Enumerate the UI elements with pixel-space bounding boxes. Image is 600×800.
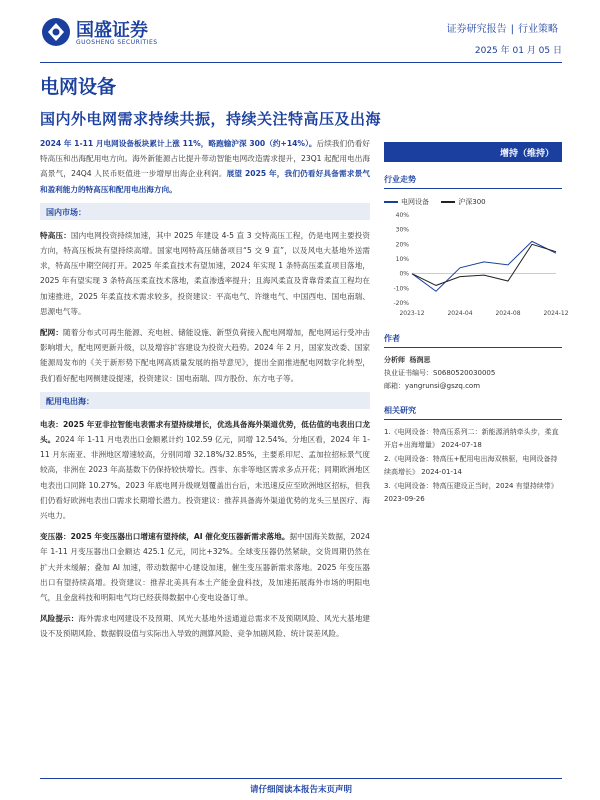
chart-legend (384, 197, 562, 207)
legend-label-b: 沪深300 (458, 198, 486, 206)
intro-paragraph (40, 136, 370, 197)
intro-text: 后续我们仍看好特高压和出海配用电方向。海外新能源占比提升带动智能电网改造需求提升，23Q1 起配用电出海高景气，24Q4 人民币贬值进一步增厚出海企业利润。 (40, 139, 370, 179)
analyst-email[interactable]: 邮箱：yangrunsi@gszq.com (384, 382, 481, 390)
rating-badge: 增持（维持） (384, 142, 562, 162)
y-tick-label: 0% (399, 270, 409, 278)
legend-item-b (441, 197, 485, 207)
report-subcategory: 行业策略 (518, 24, 558, 35)
x-tick-label: 2024-04 (447, 310, 473, 317)
y-tick-label: -10% (393, 285, 409, 293)
analyst-name: 杨润思 (409, 356, 431, 364)
intro-bold: 2024 年 1-11 月电网设备板块累计上涨 11%，略跑输沪深 300（约+14%）。 (40, 139, 317, 148)
related-item[interactable]: 3.《电网设备：特高压建设正当时，2024 有望持续带》 2023-09-26 (384, 482, 558, 503)
paragraph-risk (40, 611, 370, 641)
authors-title: 作者 (384, 333, 562, 348)
footer-disclaimer: 请仔细阅读本报告末页声明 (40, 778, 562, 795)
logo-text: 国盛证券 (76, 20, 148, 41)
uhv-text: 国内电网投资持续加速，其中 2025 年建设 4-5 直 3 交特高压工程，仍是电网主要投资方向，特高压板块有望持续高增。国家电网特高压储备项目“5 交 9 直”，以及风电大基地外送需求，特高压中期空间打开。2025 年柔直技术有望加速，2024 年实现 1 条特高压柔直项目落地，2025 年有望实现 3 条特高压柔直技术落地，柔直渗透率提升；且海风柔直及背靠背柔直工程均在加速推进，2025 年柔直技术需求较多，投资建议：平高电气、许继电气、中国西电、国电南瑞、思源电气等。 (40, 230, 370, 316)
company-logo (40, 14, 240, 50)
related-item[interactable]: 1.《电网设备：特高压系列二：新能源消纳牵头步，柔直开启+出海增量》 2024-07-18 (384, 428, 559, 449)
trend-title: 行业走势 (384, 174, 562, 189)
y-tick-label: 10% (395, 256, 409, 263)
paragraph-uhv (40, 228, 370, 319)
y-tick-label: 20% (395, 241, 409, 249)
legend-swatch-b (441, 201, 455, 203)
report-meta: 证券研究报告 | 行业策略 2025 年 01 月 05 日 (443, 20, 562, 56)
y-tick-label: -20% (393, 300, 409, 307)
tx-label: 变压器： (40, 532, 71, 542)
paragraph-meter (40, 417, 370, 523)
industry-title: 电网设备 (40, 76, 117, 98)
x-tick-label: 2023-12 (399, 310, 425, 317)
dist-text: 随着分布式可再生能源、充电桩、储能设施、新型负荷接入配电网增加，配电网运行受冲击影响增大，配电网更新升级，以及增容扩容建设为投资大趋势。2024 年 2 月，国家发改委、国家能源局发布的《关于新形势下配电网高质量发展的指导意见》，提出全面推进配电网数字化转型，我们看好配电网侧建设提速，投资建议：国电南瑞、四方股份、东方电子等。 (40, 328, 370, 383)
legend-label-a: 电网设备 (401, 198, 429, 206)
meter-text: 2024 年 1-11 月电表出口金额累计约 102.59 亿元，同增 12.54%。分地区看，2024 年 1-11 月东南亚、非洲地区增速较高，分别同增 32.18%/32.85%，主要系印尼、孟加拉招标景气度较高，非洲在 2023 年高基数下仍保持较快增长。西非、东非等地区需求多点开花；同期欧洲地区电表出口同降 10.27%。2023 年底电网升级规划覆盖出台后，未迅速反应至欧洲地区招标，但我们仍看好欧洲电表出口需求长期增长潜力。投资建议：推荐具备海外渠道优势的龙头三星医疗、海兴电力。 (40, 435, 370, 521)
risk-label: 风险提示： (40, 614, 79, 624)
report-category: 证券研究报告 (446, 24, 507, 35)
uhv-label: 特高压： (40, 230, 71, 240)
series-line-1 (412, 244, 556, 285)
meter-label: 电表： (40, 419, 63, 429)
tx-text: 据中国海关数据，2024 年 1-11 月变压器出口金额达 425.1 亿元，同比+32%。全球变压器仍然紧缺，交货周期仍然在扩大并未缓解；叠加 AI 加速，带动数据中心建设加速，催生变压器新需求落地。2025 年变压器出口有望持续高增。投资建议：推荐北美具有本土产能金盘科技，及加速拓展海外市场的明阳电气，且金盘科技和明阳电气均已经获得数据中心变电设备订单。 (40, 532, 371, 603)
intro-bold-2: 展望 2025 年，我们仍看好具备需求景气和盈利能力的特高压和配用电出海方向。 (40, 169, 370, 194)
dist-label: 配网： (40, 328, 64, 338)
report-headline: 国内外电网需求持续共振，持续关注特高压及出海 (40, 110, 382, 128)
paragraph-transformer (40, 529, 370, 605)
tx-bold: 2025 年变压器出口增速有望持续，AI 催化变压器新需求落地。 (70, 532, 290, 542)
author-block (384, 354, 562, 393)
header-divider (40, 62, 562, 63)
related-title: 相关研究 (384, 405, 562, 420)
analyst-role: 分析师 (384, 356, 405, 364)
trend-chart (384, 209, 569, 319)
x-tick-label: 2024-12 (543, 310, 569, 317)
related-item[interactable]: 2.《电网设备：特高压+配用电出海双核驱，电网设备持续高增长》 2024-01-14 (384, 455, 558, 476)
logo-english: GUOSHENG SECURITIES (76, 39, 158, 46)
paragraph-distribution (40, 325, 370, 386)
main-column (40, 136, 370, 648)
meter-bold: 2025 年亚非拉智能电表需求有望持续增长，优选具备海外渠道优势，低估值的电表出口龙头。 (40, 419, 370, 445)
legend-swatch-a (384, 201, 398, 203)
sidebar (384, 142, 569, 507)
legend-item-a (384, 197, 429, 207)
section-overseas: 配用电出海： (40, 392, 370, 409)
risk-text: 海外需求电网建设不及预期、风光大基地外送通道总需求不及预期风险、风光大基地建设不及预期风险、数据假设值与实际出入导致的测算风险、竞争加剧风险、统计误差风险。 (40, 614, 371, 639)
report-date: 2025 年 01 月 05 日 (474, 46, 562, 56)
section-domestic: 国内市场： (40, 203, 370, 220)
analyst-cert: 执业证书编号：S0680520030005 (384, 369, 496, 377)
y-tick-label: 30% (395, 226, 409, 234)
x-tick-label: 2024-08 (495, 310, 521, 317)
related-list (384, 426, 562, 505)
y-tick-label: 40% (395, 212, 409, 219)
